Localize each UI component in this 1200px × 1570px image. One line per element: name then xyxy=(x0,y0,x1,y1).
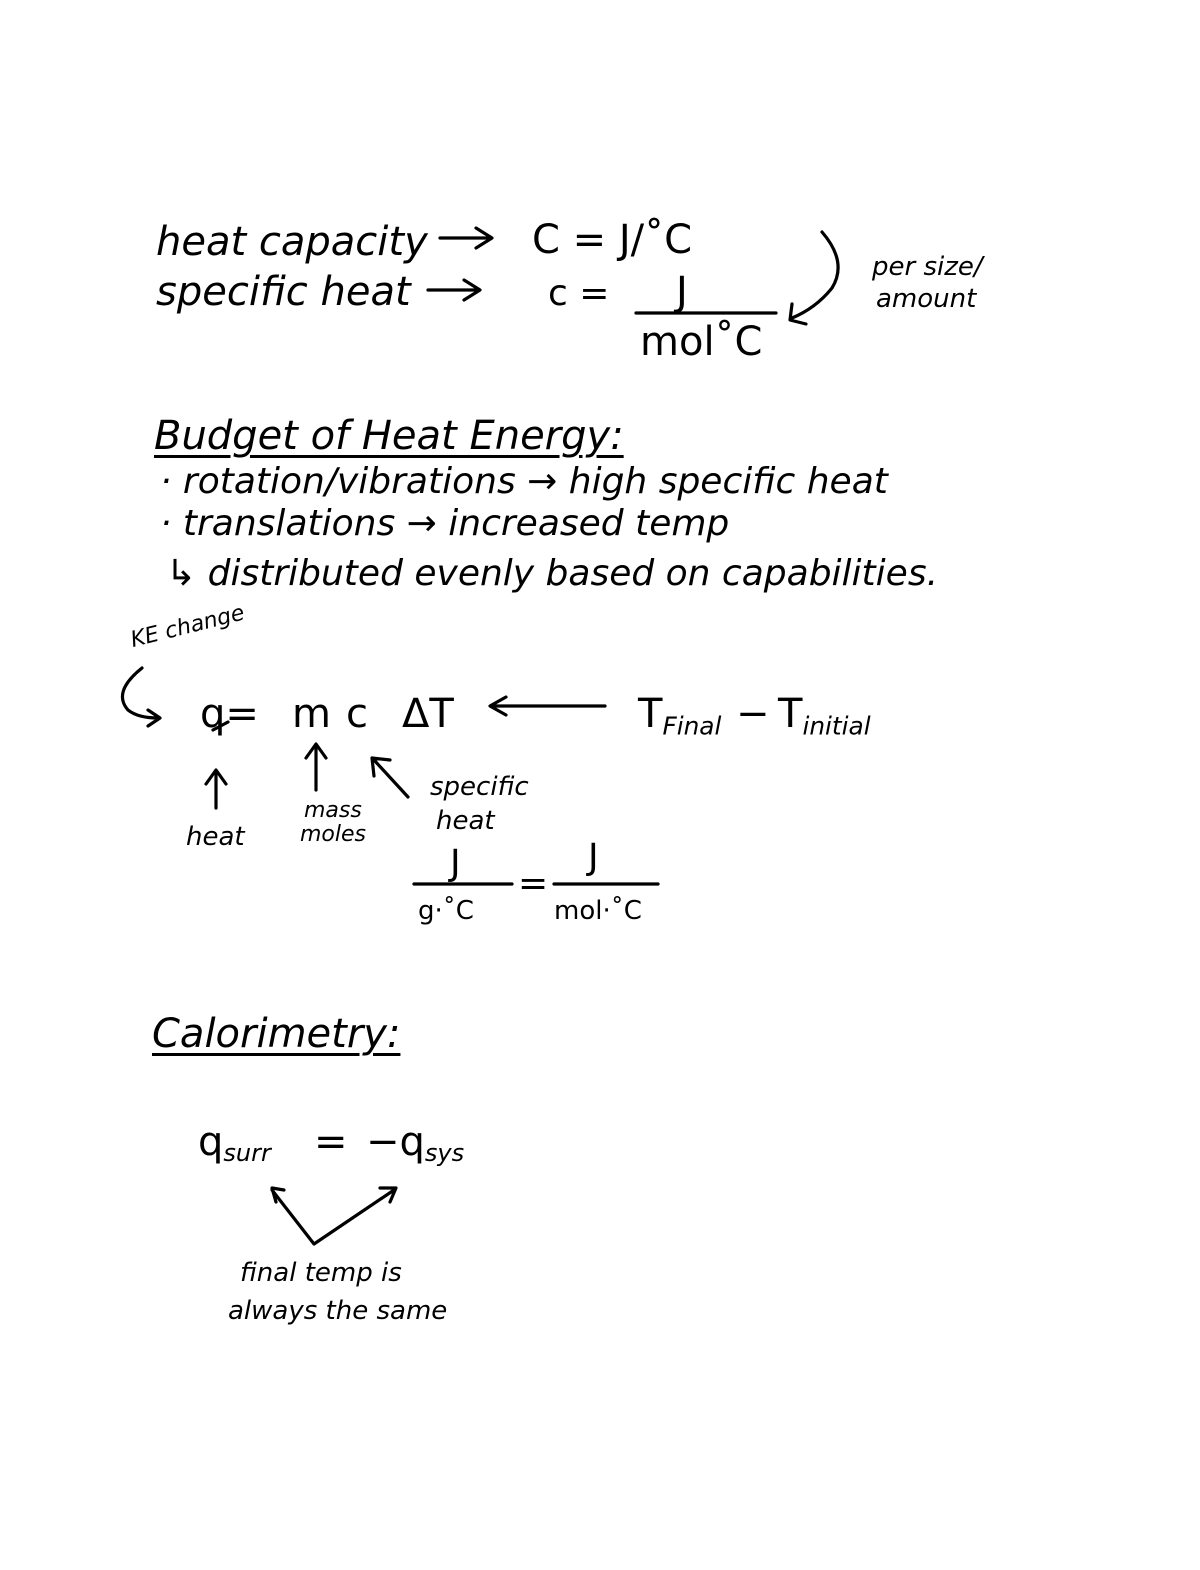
t-initial-subscript: initial xyxy=(802,711,871,741)
label-mass: mass xyxy=(304,798,362,823)
equation-lhs: q= xyxy=(200,691,259,737)
calorimetry-equals: = xyxy=(314,1119,348,1165)
arrow-heat-capacity-icon xyxy=(440,228,492,248)
q-sys-symbol: −q xyxy=(366,1119,425,1165)
t-final-symbol: T xyxy=(638,691,663,737)
budget-sub-point: ↳ distributed evenly based on capabilities. xyxy=(166,553,939,594)
budget-heading: Budget of Heat Energy: xyxy=(154,413,624,459)
equation-t-final xyxy=(638,691,722,741)
label-specific: specific xyxy=(430,772,529,802)
specific-heat-lhs: c = xyxy=(548,273,610,314)
equation-mass-symbol: m xyxy=(292,691,331,737)
label-specific-heat: heat xyxy=(436,806,495,836)
calorimetry-v-arrows-icon xyxy=(272,1188,396,1244)
label-moles: moles xyxy=(300,822,366,847)
arrow-tfinal-to-deltat-icon xyxy=(490,697,605,715)
ke-change-hook-icon xyxy=(122,668,160,726)
unit-left-denominator: g·˚C xyxy=(418,896,474,926)
equation-specific-heat-symbol: c xyxy=(346,691,368,737)
calorimetry-note-line1: final temp is xyxy=(240,1258,402,1288)
budget-bullet-translation: · translations → increased temp xyxy=(160,503,730,544)
heat-capacity-formula: C = J/˚C xyxy=(532,217,693,263)
q-sys xyxy=(366,1119,465,1167)
heat-capacity-term: heat capacity xyxy=(156,219,428,265)
arrow-heat-up-icon xyxy=(206,770,226,808)
q-sys-subscript: sys xyxy=(424,1139,465,1167)
q-surr xyxy=(198,1119,271,1167)
arrow-specific-heat-icon xyxy=(428,280,480,300)
unit-right-denominator: mol·˚C xyxy=(554,896,642,926)
q-surr-subscript: surr xyxy=(223,1139,271,1167)
specific-heat-denominator: mol˚C xyxy=(640,319,763,365)
equation-delta-t: ΔT xyxy=(402,691,454,737)
equation-minus: − xyxy=(736,691,770,737)
ke-change-annotation: KE change xyxy=(128,600,248,653)
bracket-curve-icon xyxy=(790,232,838,324)
arrow-mass-up-icon xyxy=(306,744,326,790)
calorimetry-heading: Calorimetry: xyxy=(152,1011,401,1057)
label-heat: heat xyxy=(186,822,245,852)
t-initial-symbol: T xyxy=(778,691,803,737)
per-size-note-line1: per size/ xyxy=(872,252,983,282)
arrow-specific-heat-pointer-icon xyxy=(372,758,408,797)
equation-t-initial xyxy=(778,691,871,741)
specific-heat-term: specific heat xyxy=(156,269,411,315)
specific-heat-numerator: J xyxy=(676,269,688,315)
unit-right-numerator: J xyxy=(588,837,599,878)
calorimetry-note-line2: always the same xyxy=(228,1296,448,1326)
t-final-subscript: Final xyxy=(662,711,722,741)
unit-left-numerator: J xyxy=(450,843,461,884)
unit-equals: = xyxy=(518,863,549,904)
q-surr-symbol: q xyxy=(198,1119,224,1165)
per-size-note-line2: amount xyxy=(876,284,977,314)
budget-bullet-rotation: · rotation/vibrations → high specific heat xyxy=(160,461,888,502)
